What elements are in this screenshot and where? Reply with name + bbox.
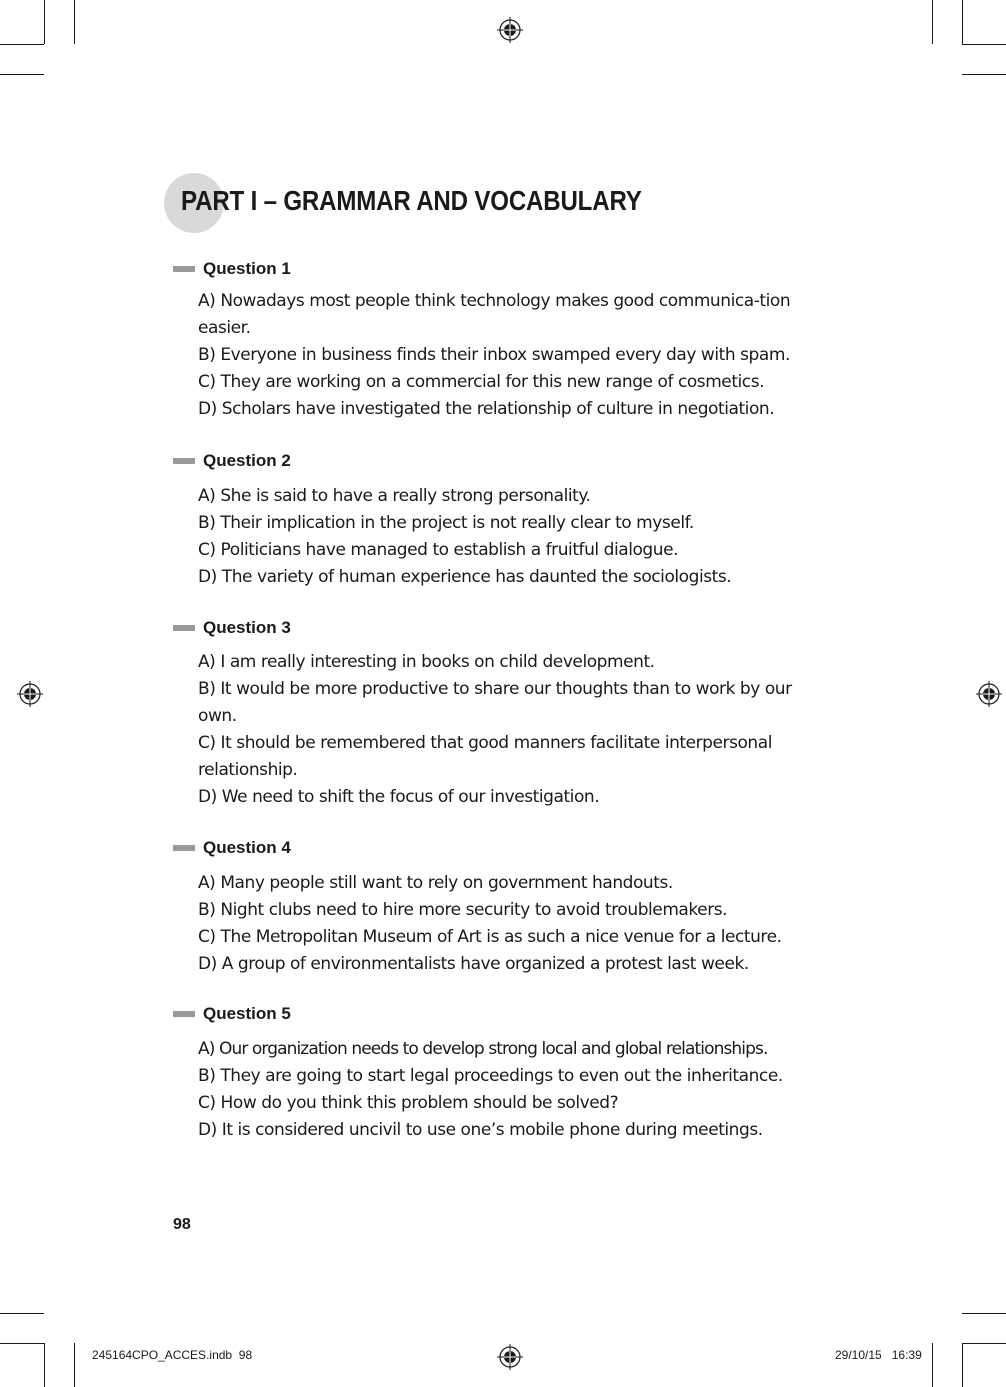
- question-heading: [173, 259, 291, 279]
- crop-mark: [0, 1343, 44, 1344]
- question-bar-icon: [173, 845, 195, 851]
- answer-list: [198, 649, 818, 811]
- answer-list: [198, 1036, 818, 1144]
- answer-option: A) I am really interesting in books on child development.: [198, 652, 655, 672]
- crop-mark: [962, 74, 1006, 75]
- answer-option: A) Our organization needs to develop strong local and global relationships.: [198, 1039, 768, 1059]
- crop-mark: [962, 1343, 963, 1387]
- crop-mark: [74, 1343, 75, 1387]
- slug-datetime: [835, 1348, 922, 1362]
- slug-date: 29/10/15: [835, 1348, 882, 1362]
- question-bar-icon: [173, 458, 195, 464]
- crop-mark: [962, 1343, 1006, 1344]
- answer-option: B) Everyone in business finds their inbox swamped every day with spam.: [198, 345, 790, 365]
- registration-mark-icon: [497, 17, 523, 43]
- registration-mark-icon: [17, 681, 43, 707]
- answer-option: B) They are going to start legal proceedings to even out the inheritance.: [198, 1066, 783, 1086]
- answer-option: A) Many people still want to rely on government handouts.: [198, 873, 673, 893]
- answer-option: D) We need to shift the focus of our investigation.: [198, 787, 600, 807]
- crop-mark: [962, 1313, 1006, 1314]
- question-label: Question 1: [203, 259, 291, 278]
- question-bar-icon: [173, 1011, 195, 1017]
- answer-option: D) It is considered uncivil to use one’s mobile phone during meetings.: [198, 1120, 763, 1140]
- answer-option: C) They are working on a commercial for this new range of cosmetics.: [198, 372, 765, 392]
- question-label: Question 2: [203, 451, 291, 470]
- answer-option: D) A group of environmentalists have organized a protest last week.: [198, 954, 749, 974]
- registration-mark-icon: [497, 1344, 523, 1370]
- registration-mark-icon: [976, 681, 1002, 707]
- crop-mark: [74, 0, 75, 44]
- question-label: Question 3: [203, 618, 291, 637]
- answer-option: C) It should be remembered that good manners facilitate interpersonal relationship.: [198, 733, 772, 780]
- crop-mark: [932, 1343, 933, 1387]
- question-label: Question 5: [203, 1004, 291, 1023]
- crop-mark: [0, 44, 44, 45]
- answer-option: D) Scholars have investigated the relationship of culture in negotiation.: [198, 399, 775, 419]
- question-label: Question 4: [203, 838, 291, 857]
- question-heading: [173, 838, 291, 858]
- question-heading: [173, 618, 291, 638]
- question-heading: [173, 1004, 291, 1024]
- answer-option: C) Politicians have managed to establish a fruitful dialogue.: [198, 540, 679, 560]
- part-title: PART I – GRAMMAR AND VOCABULARY: [181, 185, 642, 216]
- crop-mark: [0, 1313, 44, 1314]
- crop-mark: [44, 1343, 45, 1387]
- crop-mark: [962, 44, 1006, 45]
- answer-list: [198, 483, 818, 591]
- slug-filename: 245164CPO_ACCES.indb: [92, 1348, 233, 1362]
- answer-list: [198, 288, 818, 423]
- crop-mark: [962, 0, 963, 44]
- slug-page: 98: [238, 1348, 253, 1362]
- question-bar-icon: [173, 625, 195, 631]
- page-number: 98: [173, 1216, 191, 1233]
- answer-option: D) The variety of human experience has daunted the sociologists.: [198, 567, 732, 587]
- answer-list: [198, 870, 818, 978]
- crop-mark: [44, 0, 45, 44]
- crop-mark: [0, 74, 44, 75]
- slug-time: 16:39: [891, 1348, 922, 1362]
- answer-option: A) She is said to have a really strong personality.: [198, 486, 591, 506]
- answer-option: C) How do you think this problem should be solved?: [198, 1093, 619, 1113]
- answer-option: B) Night clubs need to hire more security to avoid troublemakers.: [198, 900, 728, 920]
- slug-file: [92, 1348, 252, 1362]
- answer-option: A) Nowadays most people think technology makes good communica-tion easier.: [198, 291, 791, 338]
- answer-option: B) Their implication in the project is not really clear to myself.: [198, 513, 694, 533]
- answer-option: B) It would be more productive to share our thoughts than to work by our own.: [198, 679, 792, 726]
- answer-option: C) The Metropolitan Museum of Art is as such a nice venue for a lecture.: [198, 927, 782, 947]
- crop-mark: [932, 0, 933, 44]
- question-bar-icon: [173, 266, 195, 272]
- question-heading: [173, 451, 291, 471]
